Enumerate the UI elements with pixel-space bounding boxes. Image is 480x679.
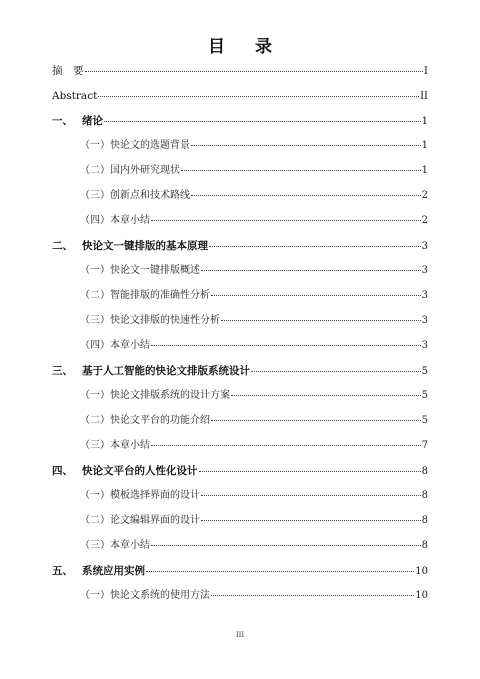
- toc-entry-label: （一）快论文的选题背景: [80, 140, 190, 151]
- toc-entry-label: 系统应用实例: [82, 565, 145, 577]
- toc-entry-page: 3: [421, 340, 428, 351]
- toc-entry-label: 快论文一键排版的基本原理: [82, 240, 208, 252]
- toc-section-3-2[interactable]: [80, 413, 428, 429]
- toc-chapter-5[interactable]: [52, 563, 428, 579]
- toc-entry-label: （四）本章小结: [80, 215, 150, 226]
- toc-leader-dots: [211, 595, 414, 596]
- toc-entry-page: 5: [421, 390, 428, 401]
- toc-entry-label: （三）创新点和技术路线: [80, 190, 190, 201]
- toc-section-3-3[interactable]: [80, 438, 428, 454]
- toc-chapter-2[interactable]: [52, 238, 428, 254]
- toc-entry-label: 摘 要: [52, 65, 84, 77]
- toc-section-1-1[interactable]: [80, 138, 428, 154]
- toc-leader-dots: [201, 495, 421, 496]
- toc-leader-dots: [98, 96, 419, 97]
- toc-entry-label: 基于人工智能的快论文排版系统设计: [82, 365, 250, 377]
- toc-entry-label: （三）本章小结: [80, 440, 150, 451]
- toc-leader-dots: [151, 445, 421, 446]
- toc-section-1-4[interactable]: [80, 213, 428, 229]
- toc-entry-page: 3: [421, 241, 428, 252]
- toc-entry-page: I: [424, 66, 428, 77]
- toc-entry-label: （一）快论文排版系统的设计方案: [80, 390, 230, 401]
- toc-entry-page: 1: [421, 116, 428, 127]
- toc-leader-dots: [104, 121, 421, 122]
- toc-section-1-2[interactable]: [80, 163, 428, 179]
- toc-section-1-3[interactable]: [80, 188, 428, 204]
- toc-entry-label: （一）快论文一键排版概述: [80, 265, 200, 276]
- toc-entry-abstract-en[interactable]: [52, 88, 428, 104]
- toc-chapter-number: 一、: [52, 115, 73, 127]
- toc-entry-label: 绪论: [82, 115, 103, 127]
- toc-entry-page: 10: [415, 566, 428, 577]
- toc-chapter-number: 四、: [52, 465, 73, 477]
- toc-entry-label: （四）本章小结: [80, 340, 150, 351]
- toc-entry-abstract-cn[interactable]: [52, 63, 428, 79]
- toc-chapter-number: 三、: [52, 365, 73, 377]
- toc-leader-dots: [191, 145, 421, 146]
- toc-entry-page: 2: [421, 190, 428, 201]
- toc-leader-dots: [191, 195, 421, 196]
- toc-entry-page: II: [420, 91, 428, 102]
- toc-entry-label: （二）国内外研究现状: [80, 165, 180, 176]
- toc-entry-page: 2: [421, 215, 428, 226]
- toc-leader-dots: [231, 395, 421, 396]
- toc-section-4-2[interactable]: [80, 513, 428, 529]
- toc-section-2-4[interactable]: [80, 338, 428, 354]
- toc-entry-page: 3: [421, 315, 428, 326]
- toc-entry-page: 7: [421, 440, 428, 451]
- toc-section-3-1[interactable]: [80, 388, 428, 404]
- page-number-footer: III: [235, 631, 245, 639]
- toc-entry-label: （二）智能排版的准确性分析: [80, 290, 210, 301]
- toc-leader-dots: [211, 295, 421, 296]
- toc-chapter-number: 五、: [52, 565, 73, 577]
- toc-entry-page: 8: [421, 490, 428, 501]
- toc-entry-page: 1: [421, 165, 428, 176]
- toc-entry-page: 8: [421, 515, 428, 526]
- toc-leader-dots: [201, 270, 421, 271]
- toc-entry-label: 快论文平台的人性化设计: [82, 465, 198, 477]
- toc-section-2-1[interactable]: [80, 263, 428, 279]
- toc-chapter-3[interactable]: [52, 363, 428, 379]
- toc-chapter-1[interactable]: [52, 113, 428, 129]
- toc-entry-page: 3: [421, 290, 428, 301]
- toc-chapter-number: 二、: [52, 240, 73, 252]
- toc-leader-dots: [146, 571, 414, 572]
- toc-section-4-1[interactable]: [80, 488, 428, 504]
- toc-entry-label: （一）快论文系统的使用方法: [80, 590, 210, 601]
- toc-section-5-1[interactable]: [80, 588, 428, 604]
- toc-entry-page: 10: [415, 590, 428, 601]
- toc-leader-dots: [251, 371, 421, 372]
- toc-entry-label: （二）快论文平台的功能介绍: [80, 415, 210, 426]
- toc-entry-label: Abstract: [52, 90, 98, 102]
- toc-entry-page: 5: [421, 366, 428, 377]
- toc-entry-page: 1: [421, 140, 428, 151]
- toc-section-2-2[interactable]: [80, 288, 428, 304]
- toc-entry-label: （三）快论文排版的快速性分析: [80, 315, 220, 326]
- toc-leader-dots: [151, 545, 421, 546]
- toc-leader-dots: [201, 520, 421, 521]
- toc-entry-label: （一）模板选择界面的设计: [80, 490, 200, 501]
- toc-entry-page: 5: [421, 415, 428, 426]
- toc-leader-dots: [151, 220, 421, 221]
- toc-entry-label: （二）论文编辑界面的设计: [80, 515, 200, 526]
- page-title: 目 录: [208, 37, 284, 57]
- toc-entry-label: （三）本章小结: [80, 540, 150, 551]
- toc-leader-dots: [151, 345, 421, 346]
- toc-entry-page: 8: [421, 466, 428, 477]
- toc-leader-dots: [85, 71, 424, 72]
- toc-section-4-3[interactable]: [80, 538, 428, 554]
- toc-chapter-4[interactable]: [52, 463, 428, 479]
- toc-leader-dots: [211, 420, 421, 421]
- toc-leader-dots: [181, 170, 421, 171]
- toc-leader-dots: [209, 246, 421, 247]
- toc-entry-page: 3: [421, 265, 428, 276]
- toc-entry-page: 8: [421, 540, 428, 551]
- toc-leader-dots: [199, 471, 421, 472]
- toc-leader-dots: [221, 320, 421, 321]
- toc-section-2-3[interactable]: [80, 313, 428, 329]
